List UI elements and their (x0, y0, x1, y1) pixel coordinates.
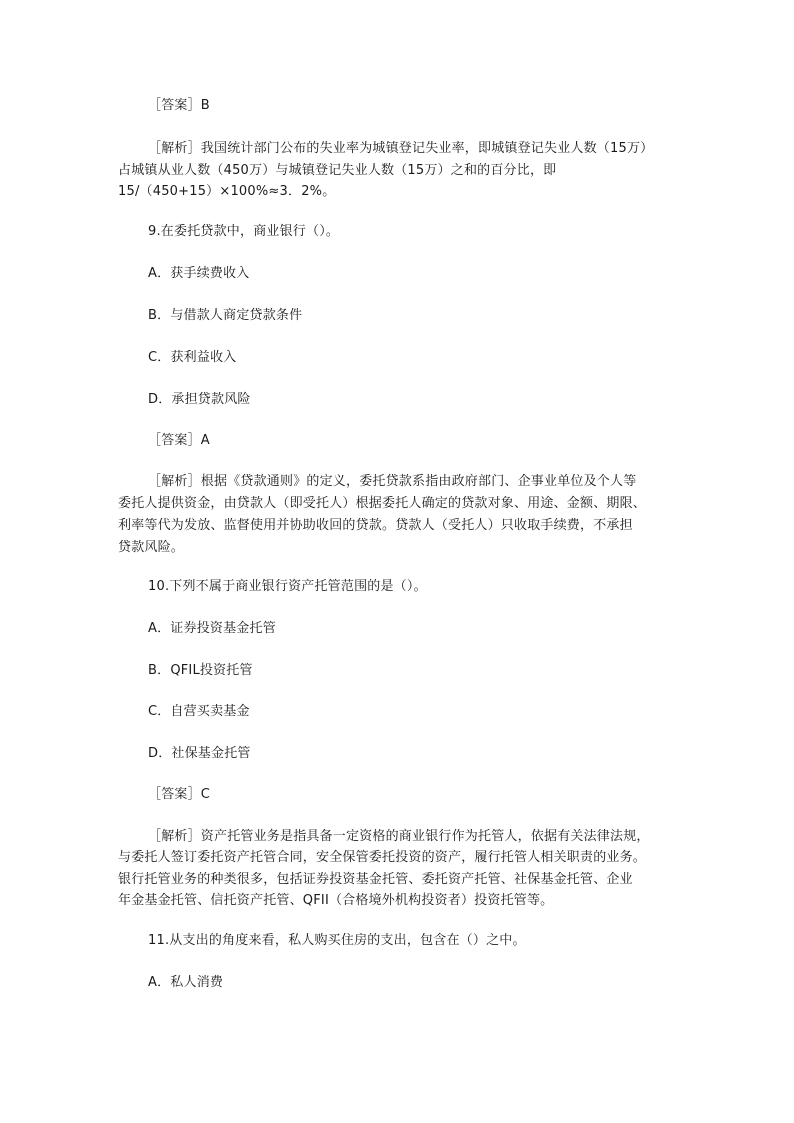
q8-analysis-line-3: 15/（450+15）×100%≈3．2%。 (118, 184, 336, 199)
q10-option-b: B．QFIL投资托管 (148, 663, 253, 678)
q9-analysis-line-3: 利率等代为发放、监督使用并协助收回的贷款。贷款人（受托人）只收取手续费，不承担 (118, 518, 633, 533)
q9-answer: ［答案］A (148, 433, 210, 448)
q10-option-d: D．社保基金托管 (148, 746, 251, 761)
q11-question: 11.从支出的角度来看，私人购买住房的支出，包含在（）之中。 (148, 933, 526, 948)
q9-option-d: D．承担贷款风险 (148, 392, 251, 407)
q10-option-c: C．自营买卖基金 (148, 704, 250, 719)
q11-option-a: A．私人消费 (148, 975, 224, 990)
q10-analysis-line-4: 年金基金托管、信托资产托管、QFII（合格境外机构投资者）投资托管等。 (118, 893, 554, 908)
q9-option-a: A．获手续费收入 (148, 266, 250, 281)
q8-analysis-line-1: ［解析］我国统计部门公布的失业率为城镇登记失业率，即城镇登记失业人数（15万） (148, 141, 654, 156)
q9-analysis-line-1: ［解析］根据《贷款通则》的定义，委托贷款系指由政府部门、企事业单位及个人等 (148, 474, 637, 489)
q9-option-c: C．获利益收入 (148, 350, 237, 365)
q10-analysis-line-2: 与委托人签订委托资产托管合同，安全保管委托投资的资产，履行托管人相关职责的业务。 (118, 850, 647, 865)
q10-option-a: A．证券投资基金托管 (148, 621, 276, 636)
q9-analysis-line-4: 贷款风险。 (118, 540, 185, 555)
q8-analysis-line-2: 占城镇从业人数（450万）与城镇登记失业人数（15万）之和的百分比，即 (118, 163, 557, 178)
q9-question: 9.在委托贷款中，商业银行（）。 (148, 224, 340, 239)
q9-analysis-line-2: 委托人提供资金，由贷款人（即受托人）根据委托人确定的贷款对象、用途、金额、期限、 (118, 496, 647, 511)
q8-answer: ［答案］B (148, 98, 210, 113)
q10-analysis-line-3: 银行托管业务的种类很多，包括证券投资基金托管、委托资产托管、社保基金托管、企业 (118, 872, 633, 887)
q10-analysis-line-1: ［解析］资产托管业务是指具备一定资格的商业银行作为托管人，依据有关法律法规， (148, 829, 650, 844)
q10-answer: ［答案］C (148, 787, 211, 802)
q9-option-b: B．与借款人商定贷款条件 (148, 308, 303, 323)
q10-question: 10.下列不属于商业银行资产托管范围的是（）。 (148, 579, 427, 594)
